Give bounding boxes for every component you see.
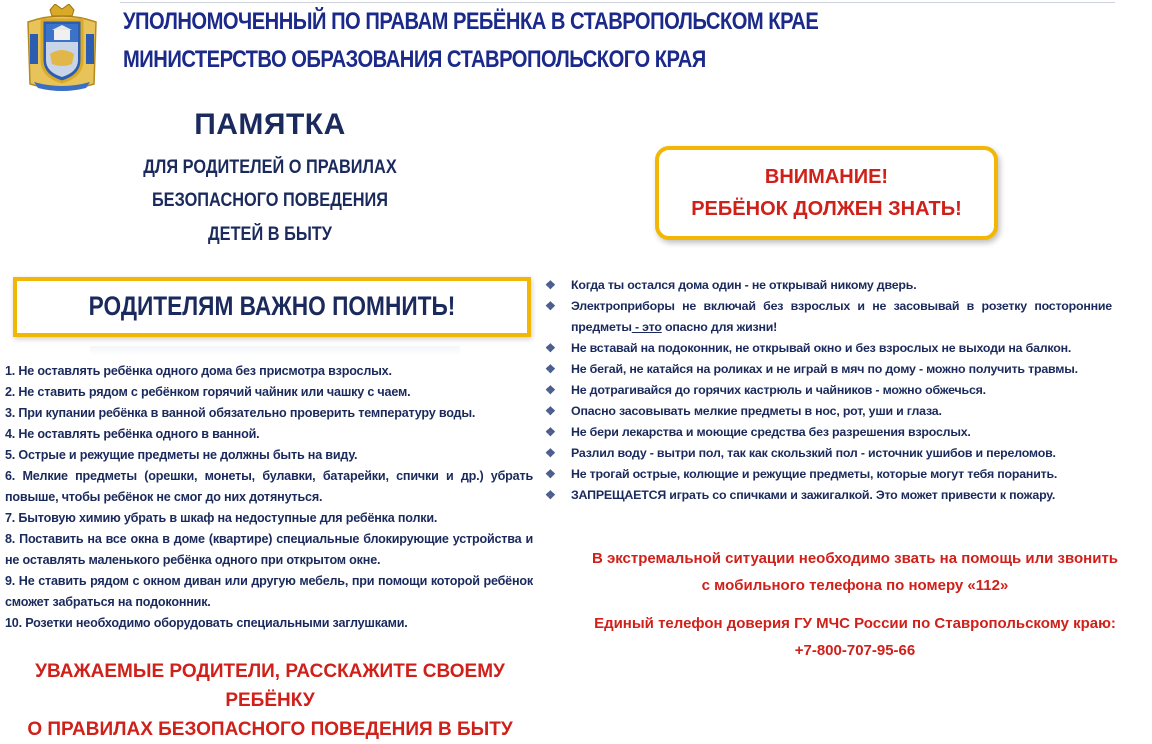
diamond-bullet-icon: ❖: [545, 362, 556, 376]
diamond-bullet-icon: ❖: [545, 341, 556, 355]
list-item: 8. Поставить на все окна в доме (квартире) специальные блокирующие устройства и не оставлять маленького ребёнка одного при открытом окне.: [5, 532, 533, 567]
list-item: 10. Розетки необходимо оборудовать специальными заглушками.: [5, 616, 408, 630]
coat-of-arms-icon: [22, 4, 102, 92]
memo-title: ПАМЯТКА: [194, 108, 346, 141]
org-title-ministry: МИНИСТЕРСТВО ОБРАЗОВАНИЯ СТАВРОПОЛЬСКОГО КРАЯ: [123, 46, 706, 73]
list-item: ❖ Электроприборы не включай без взрослых и не засовывай в розетку посторонние предметы - это опасно для жизни!: [545, 296, 1112, 338]
list-item: ❖ Опасно засовывать мелкие предметы в нос, рот, уши и глаза.: [545, 401, 1112, 422]
list-item: ❖ Не вставай на подоконник, не открывай окно и без взрослых не выходи на балкон.: [545, 338, 1112, 359]
attention-callout: [655, 146, 998, 240]
list-item: 6. Мелкие предметы (орешки, монеты, булавки, батарейки, спички и др.) убрать повыше, чтобы ребёнок не смог до них дотянуться.: [5, 469, 533, 504]
diamond-bullet-icon: ❖: [545, 383, 556, 397]
list-item: ❖ Не бери лекарства и моющие средства без разрешения взрослых.: [545, 422, 1112, 443]
heading-reflection: [90, 346, 460, 356]
parents-tips-list: [5, 361, 533, 634]
list-item: 2. Не ставить рядом с ребёнком горячий чайник или чашку с чаем.: [5, 385, 411, 399]
list-item: ❖ Не бегай, не катайся на роликах и не играй в мяч по дому - можно получить травмы.: [545, 359, 1112, 380]
diamond-bullet-icon: ❖: [545, 488, 556, 502]
diamond-bullet-icon: ❖: [545, 425, 556, 439]
list-item: 5. Острые и режущие предметы не должны быть на виду.: [5, 448, 358, 462]
list-item: ❖ ЗАПРЕЩАЕТСЯ играть со спичками и зажигалкой. Это может привести к пожару.: [545, 485, 1112, 506]
parents-heading-box: [13, 277, 531, 337]
list-item: ❖ Когда ты остался дома один - не открывай никому дверь.: [545, 275, 1112, 296]
list-item: 1. Не оставлять ребёнка одного дома без присмотра взрослых.: [5, 364, 392, 378]
list-item: ❖ Разлил воду - вытри пол, так как скользкий пол - источник ушибов и переломов.: [545, 443, 1112, 464]
parents-heading: РОДИТЕЛЯМ ВАЖНО ПОМНИТЬ!: [88, 291, 456, 321]
attention-line1: ВНИМАНИЕ!: [764, 166, 889, 188]
list-item: 4. Не оставлять ребёнка одного в ванной.: [5, 427, 260, 441]
list-item: 9. Не ставить рядом с окном диван или другую мебель, при помощи которой ребёнок сможет забраться на подоконник.: [5, 574, 533, 609]
memo-subtitle-line2: БЕЗОПАСНОГО ПОВЕДЕНИЯ: [151, 190, 389, 211]
underlined-dash: - это: [631, 320, 662, 334]
emergency-notice: В экстремальной ситуации необходимо звать на помощь или звонить с мобильного телефона по номеру «112»: [591, 550, 1119, 594]
org-title-ombudsman: УПОЛНОМОЧЕННЫЙ ПО ПРАВАМ РЕБЁНКА В СТАВРОПОЛЬСКОМ КРАЕ: [123, 8, 819, 35]
list-item: 7. Бытовую химию убрать в шкаф на недоступные для ребёнка полки.: [5, 511, 438, 525]
diamond-bullet-icon: ❖: [545, 278, 556, 292]
list-item: ❖ Не дотрагивайся до горячих кастрюль и чайников - можно обжечься.: [545, 380, 1112, 401]
top-divider: [120, 2, 1115, 3]
list-item: 3. При купании ребёнка в ванной обязательно проверить температуру воды.: [5, 406, 476, 420]
child-rules-list: [545, 275, 1112, 506]
memo-subtitle-line3: ДЕТЕЙ В БЫТУ: [208, 224, 332, 245]
diamond-bullet-icon: ❖: [545, 446, 556, 460]
memo-subtitle-line1: ДЛЯ РОДИТЕЛЕЙ О ПРАВИЛАХ: [143, 157, 397, 178]
hotline-notice: Единый телефон доверия ГУ МЧС России по Ставропольскому краю: +7-800-707-95-66: [590, 610, 1120, 664]
diamond-bullet-icon: ❖: [545, 467, 556, 481]
list-item: ❖ Не трогай острые, колющие и режущие предметы, которые могут тебя поранить.: [545, 464, 1112, 485]
diamond-bullet-icon: ❖: [545, 404, 556, 418]
diamond-bullet-icon: ❖: [545, 299, 556, 313]
closing-appeal: УВАЖАЕМЫЕ РОДИТЕЛИ, РАССКАЖИТЕ СВОЕМУ РЕБЁНКУ О ПРАВИЛАХ БЕЗОПАСНОГО ПОВЕДЕНИЯ В БЫТУ: [27, 661, 513, 740]
attention-line2: РЕБЁНОК ДОЛЖЕН ЗНАТЬ!: [691, 198, 962, 220]
hotline-phone: +7-800-707-95-66: [794, 642, 916, 659]
